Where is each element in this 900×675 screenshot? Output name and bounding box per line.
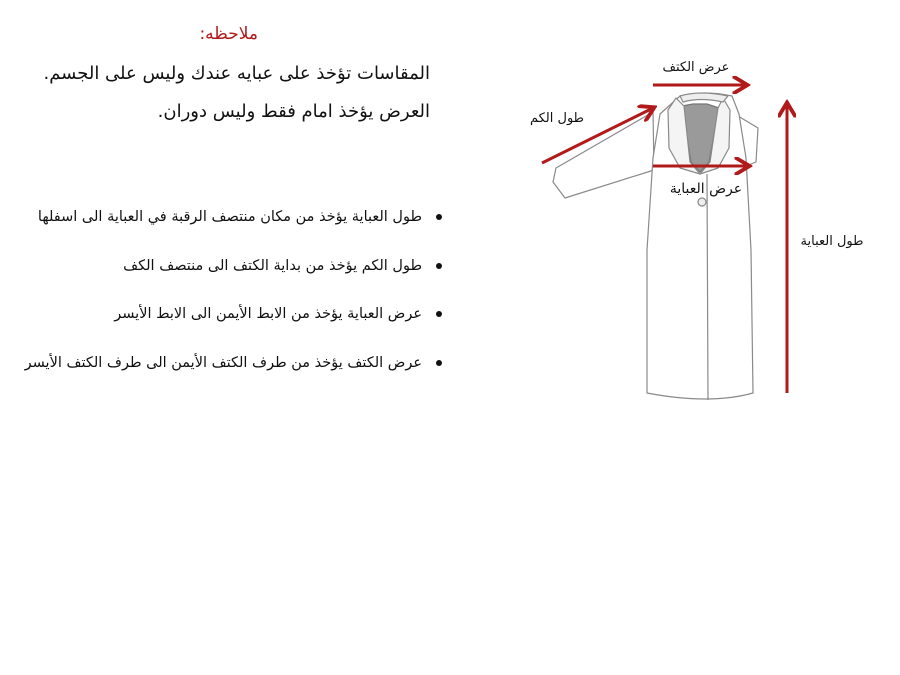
sleeve-length-label: طول الكم	[529, 111, 585, 126]
note-title: ملاحظه:	[199, 24, 258, 44]
shoulder-width-label: عرض الكتف	[662, 60, 730, 75]
note-line-1: المقاسات تؤخذ على عبايه عندك وليس على الجسم.	[43, 63, 430, 84]
measurement-instructions-list	[10, 204, 442, 398]
abaya-width-label: عرض العباية	[669, 181, 743, 197]
bullet-dot-icon	[436, 360, 442, 366]
list-item-text: عرض العباية يؤخذ من الابط الأيمن الى الابط الأيسر	[114, 306, 422, 322]
list-item	[10, 301, 442, 350]
list-item	[10, 253, 442, 302]
abaya-drawing	[553, 93, 758, 400]
bullet-dot-icon	[436, 263, 442, 269]
note-line-2: العرض يؤخذ امام فقط وليس دوران.	[157, 101, 430, 122]
bullet-dot-icon	[436, 311, 442, 317]
list-item-text: عرض الكتف يؤخذ من طرف الكتف الأيمن الى طرف الكتف الأيسر	[24, 354, 422, 371]
abaya-measurement-diagram	[520, 50, 900, 420]
button-icon	[698, 198, 706, 206]
list-item	[10, 204, 442, 253]
abaya-length-label: طول العباية	[800, 234, 864, 249]
list-item-text: طول الكم يؤخذ من بداية الكتف الى منتصف الكف	[123, 257, 422, 274]
bullet-dot-icon	[436, 214, 442, 220]
list-item-text: طول العباية يؤخذ من مكان منتصف الرقبة في العباية الى اسفلها	[37, 209, 422, 225]
list-item	[10, 350, 442, 399]
